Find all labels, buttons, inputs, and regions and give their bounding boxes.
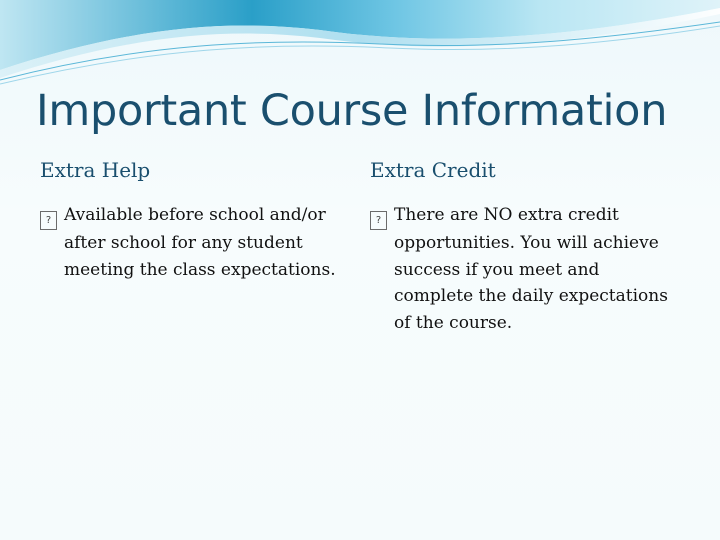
extra-help-bullet [40,202,350,283]
extra-credit-heading: Extra Credit [370,158,496,182]
extra-help-bullet-text: Available before school and/or after school for any student meeting the class expectations. [64,205,336,280]
extra-credit-bullet [370,202,680,336]
extra-credit-bullet-text: There are NO extra credit opportunities. You will achieve success if you meet and complete the daily expectations of the course. [394,205,668,333]
slide-title: Important Course Information [36,86,668,136]
missing-glyph-icon: ? [40,211,57,230]
decorative-wave-banner [0,0,720,90]
extra-help-column [40,158,350,283]
extra-help-heading: Extra Help [40,158,151,182]
missing-glyph-icon: ? [370,211,387,230]
extra-credit-column [370,158,680,336]
